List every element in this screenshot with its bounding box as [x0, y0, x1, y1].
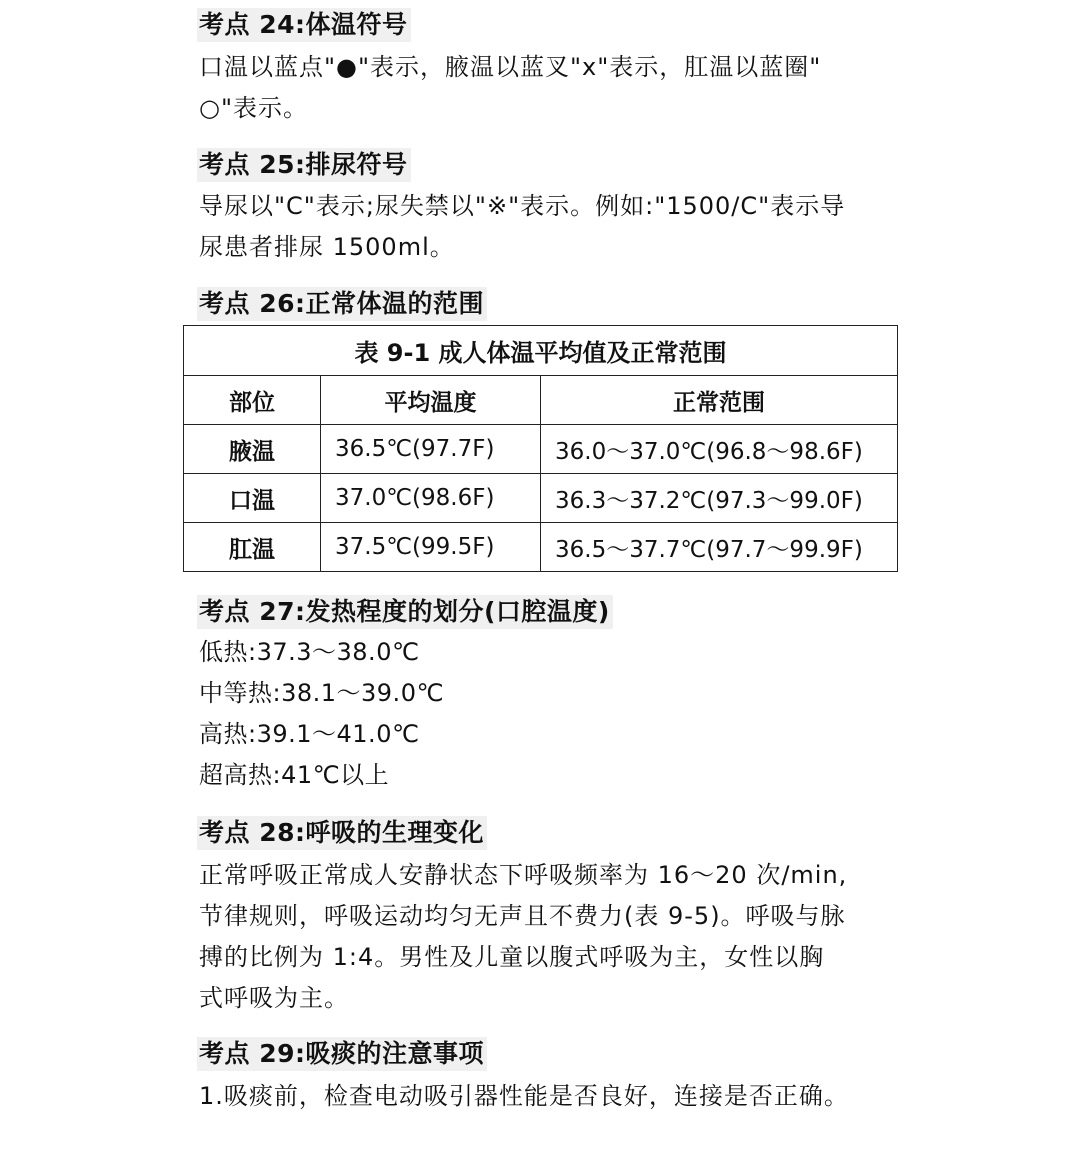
table-row: [184, 425, 898, 474]
row-site: 腋温: [184, 425, 321, 474]
header-site: 部位: [184, 376, 321, 425]
section-27-title: 考点 27:发热程度的划分(口腔温度): [197, 595, 613, 629]
row-average: 37.0℃(98.6F): [321, 474, 541, 523]
row-range: 36.3～37.2℃(97.3～99.0F): [541, 474, 898, 523]
table-caption: 表 9-1 成人体温平均值及正常范围: [184, 326, 898, 376]
section-24-body: [199, 47, 899, 129]
table-row: [184, 474, 898, 523]
section-28-line-1: 正常呼吸正常成人安静状态下呼吸频率为 16～20 次/min,: [199, 861, 848, 889]
section-25-line-2: 尿患者排尿 1500ml。: [199, 233, 455, 261]
section-26-title: 考点 26:正常体温的范围: [197, 287, 487, 321]
section-25-line-1: 导尿以"C"表示;尿失禁以"※"表示。例如:"1500/C"表示导: [199, 192, 846, 220]
header-average: 平均温度: [321, 376, 541, 425]
list-item: 中等热:38.1～39.0℃: [199, 679, 444, 707]
section-28-line-4: 式呼吸为主。: [199, 984, 349, 1012]
section-25-title: 考点 25:排尿符号: [197, 148, 411, 182]
section-24-line-1: 口温以蓝点"●"表示，腋温以蓝叉"x"表示，肛温以蓝圈": [199, 53, 822, 81]
section-28-line-2: 节律规则，呼吸运动均匀无声且不费力(表 9-5)。呼吸与脉: [199, 902, 846, 930]
row-range: 36.0～37.0℃(96.8～98.6F): [541, 425, 898, 474]
section-25-body: [199, 186, 899, 268]
row-average: 36.5℃(97.7F): [321, 425, 541, 474]
list-item: 超高热:41℃以上: [199, 761, 390, 789]
list-item: 低热:37.3～38.0℃: [199, 638, 420, 666]
section-28-body: [199, 855, 899, 1019]
list-item: 高热:39.1～41.0℃: [199, 720, 420, 748]
section-24-title: 考点 24:体温符号: [197, 8, 411, 42]
table-header-row: [184, 376, 898, 425]
table-row: [184, 523, 898, 572]
section-24-line-2: ○"表示。: [199, 94, 308, 122]
fever-level-list: [199, 632, 444, 796]
section-29-title: 考点 29:吸痰的注意事项: [197, 1037, 487, 1071]
section-28-line-3: 搏的比例为 1:4。男性及儿童以腹式呼吸为主，女性以胸: [199, 943, 825, 971]
temperature-table: [183, 325, 898, 572]
header-range: 正常范围: [541, 376, 898, 425]
section-29-line-1: 1.吸痰前，检查电动吸引器性能是否良好，连接是否正确。: [199, 1082, 849, 1110]
row-site: 肛温: [184, 523, 321, 572]
section-29-body: [199, 1076, 899, 1117]
row-site: 口温: [184, 474, 321, 523]
section-28-title: 考点 28:呼吸的生理变化: [197, 816, 487, 850]
table-caption-row: [184, 326, 898, 376]
row-range: 36.5～37.7℃(97.7～99.9F): [541, 523, 898, 572]
row-average: 37.5℃(99.5F): [321, 523, 541, 572]
